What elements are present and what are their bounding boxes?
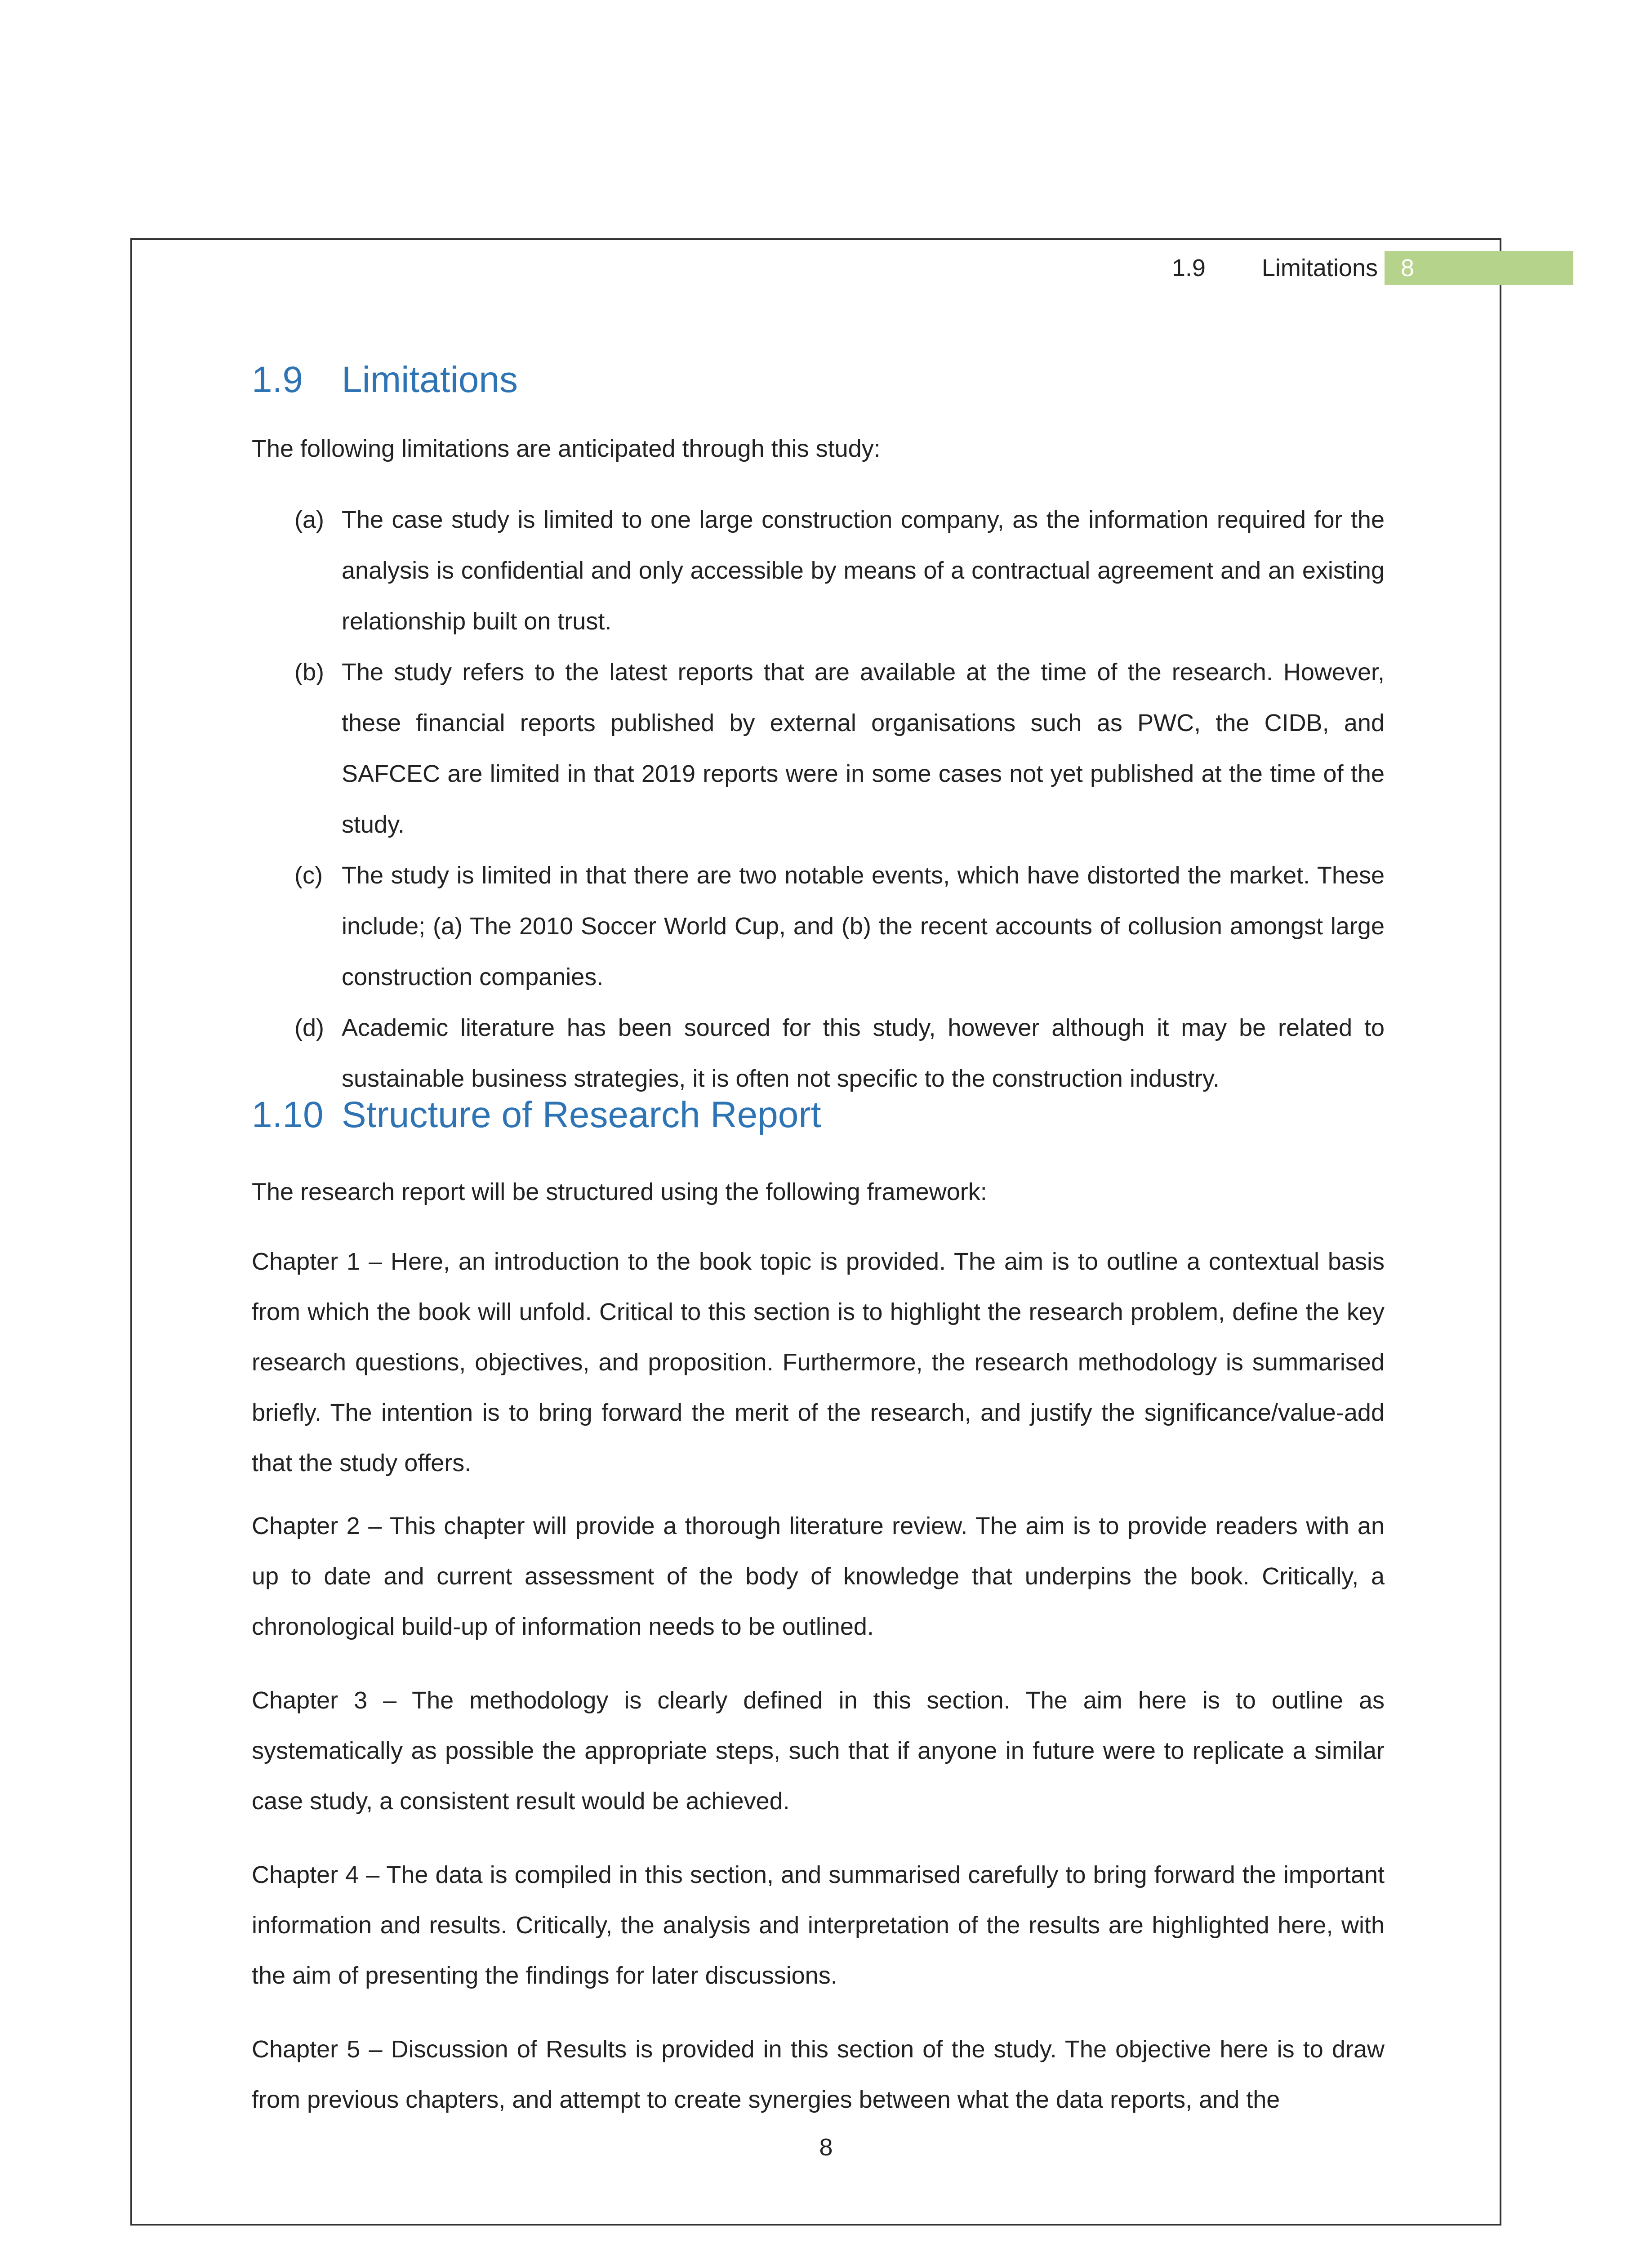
section-title: Limitations bbox=[342, 359, 518, 400]
list-item-text: Academic literature has been sourced for this study, however although it may be related to sustainable business strategies, it is often not specific to the construction industry. bbox=[342, 1014, 1385, 1092]
chapter-4-paragraph: Chapter 4 – The data is compiled in this section, and summarised carefully to bring forward the important information and results. Critically, the analysis and interpretation of the results are highlighted here, with the aim of presenting the findings for later discussions. bbox=[252, 1861, 1385, 1989]
running-head-number: 1.9 bbox=[1171, 254, 1206, 281]
running-head-title: Limitations bbox=[1261, 254, 1378, 281]
list-item-text: The study refers to the latest reports that are available at the time of the research. However, these financial reports published by external organisations such as PWC, the CIDB, and SAFCEC are limited in that 2019 reports were in some cases not yet published at the time of the study. bbox=[342, 659, 1385, 838]
section-heading-limitations bbox=[252, 355, 518, 405]
list-item-text: The study is limited in that there are two notable events, which have distorted the market. These include; (a) The 2010 Soccer World Cup, and (b) the recent accounts of collusion amongst large construction companies. bbox=[342, 862, 1385, 990]
section-number: 1.9 bbox=[252, 359, 303, 400]
chapter-5-paragraph: Chapter 5 – Discussion of Results is provided in this section of the study. The objective here is to draw from previous chapters, and attempt to create synergies between what the data reports, and the bbox=[252, 2036, 1385, 2113]
limitations-list bbox=[252, 495, 1385, 1104]
list-marker: (a) bbox=[294, 506, 324, 533]
page-number-tab bbox=[1385, 251, 1573, 285]
limitations-intro: The following limitations are anticipated through this study: bbox=[252, 435, 881, 462]
section-number: 1.10 bbox=[252, 1094, 324, 1135]
list-marker: (d) bbox=[294, 1014, 324, 1041]
chapter-2-paragraph: Chapter 2 – This chapter will provide a thorough literature review. The aim is to provide readers with an up to date and current assessment of the body of knowledge that underpins the book. Critically, a chronological build-up of information needs to be outlined. bbox=[252, 1512, 1385, 1640]
section-heading-structure bbox=[252, 1090, 821, 1140]
section-title: Structure of Research Report bbox=[342, 1094, 821, 1135]
page-number-tab-label: 8 bbox=[1401, 254, 1415, 281]
chapter-1-paragraph: Chapter 1 – Here, an introduction to the book topic is provided. The aim is to outline a contextual basis from which the book will unfold. Critical to this section is to highlight the research problem, define the key research questions, objectives, and proposition. Furthermore, the research methodology is summarised briefly. The intention is to bring forward the merit of the research, and justify the significance/value-add that the study offers. bbox=[252, 1248, 1385, 1476]
chapter-3-paragraph: Chapter 3 – The methodology is clearly defined in this section. The aim here is to outline as systematically as possible the appropriate steps, such that if anyone in future were to replicate a similar case study, a consistent result would be achieved. bbox=[252, 1687, 1385, 1815]
list-item-text: The case study is limited to one large construction company, as the information required for the analysis is confidential and only accessible by means of a contractual agreement and an existing relationship built on trust. bbox=[342, 506, 1385, 635]
list-item bbox=[252, 647, 1385, 850]
list-item bbox=[252, 495, 1385, 647]
list-item bbox=[252, 850, 1385, 1003]
list-item bbox=[252, 1003, 1385, 1104]
running-head bbox=[1172, 252, 1378, 284]
page-number: 8 bbox=[819, 2134, 833, 2161]
structure-intro: The research report will be structured using the following framework: bbox=[252, 1178, 987, 1205]
list-marker: (c) bbox=[294, 862, 323, 889]
list-marker: (b) bbox=[294, 659, 324, 686]
